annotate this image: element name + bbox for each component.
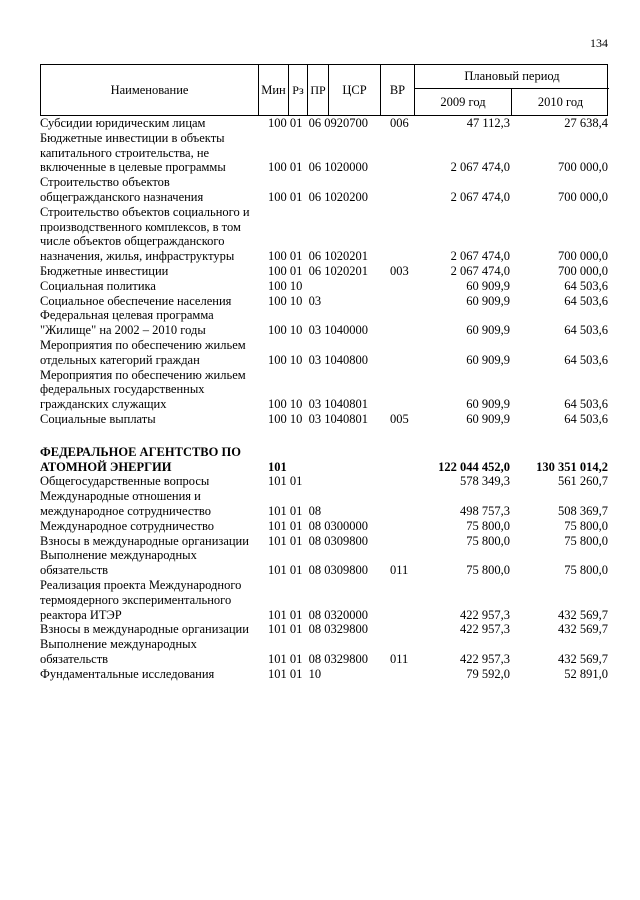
row-codes: 100 01 06 1020200 — [268, 189, 368, 204]
row-2010: 75 800,0 — [564, 563, 608, 578]
row-name: Социальное обеспечение населения — [40, 293, 232, 308]
row-2010: 700 000,0 — [558, 249, 608, 264]
row-codes: 101 01 08 0329800 — [268, 622, 368, 637]
row-codes: 101 01 — [268, 474, 303, 489]
table-row — [40, 474, 608, 489]
header-year-2010: 2010 год — [537, 95, 584, 109]
row-2009: 498 757,3 — [460, 503, 510, 518]
row-name: Бюджетные инвестиции в объекты капитального строительства, не включенные в целевые программы — [40, 130, 226, 175]
row-2010: 130 351 014,2 — [536, 459, 608, 474]
header-year-2009: 2009 год — [415, 89, 512, 116]
row-name: Социальная политика — [40, 278, 156, 293]
row-codes: 100 10 03 1040800 — [268, 352, 368, 367]
table-row — [40, 294, 608, 309]
row-name: ФЕДЕРАЛЬНОЕ АГЕНТСТВО ПО АТОМНОЙ ЭНЕРГИИ — [40, 444, 241, 474]
row-codes: 101 01 08 0329800 — [268, 651, 368, 666]
row-name: Федеральная целевая программа "Жилище" на 2002 – 2010 годы — [40, 308, 214, 338]
table-row — [40, 338, 608, 368]
row-codes: 100 10 03 1040801 — [268, 397, 368, 412]
row-vr: 011 — [390, 563, 409, 578]
row-2010: 27 638,4 — [564, 116, 608, 130]
table-row — [40, 489, 608, 519]
row-2010: 508 369,7 — [558, 503, 608, 518]
row-name: Выполнение международных обязательств — [40, 637, 197, 666]
row-name: Строительство объектов социального и производственного комплексов, в том числе объектов общегражданского назначения, жилья, инфраструктуры — [40, 204, 250, 264]
row-2009: 422 957,3 — [460, 651, 510, 666]
row-2010: 75 800,0 — [564, 518, 608, 533]
row-2010: 64 503,6 — [564, 323, 608, 338]
row-2010: 561 260,7 — [558, 474, 608, 489]
table-header — [40, 64, 608, 116]
row-2009: 75 800,0 — [466, 563, 510, 578]
row-codes: 100 01 06 0920700 — [268, 116, 368, 130]
row-2009: 79 592,0 — [466, 666, 510, 681]
row-name: Фундаментальные исследования — [40, 666, 215, 681]
row-name: Субсидии юридическим лицам — [40, 116, 206, 130]
row-name: Строительство объектов общегражданского назначения — [40, 175, 204, 204]
row-codes: 100 10 03 — [268, 293, 322, 308]
row-2010: 700 000,0 — [558, 189, 608, 204]
table-row — [40, 637, 608, 667]
row-codes: 100 10 03 1040000 — [268, 323, 368, 338]
row-2010: 700 000,0 — [558, 160, 608, 175]
row-2009: 47 112,3 — [466, 116, 510, 130]
row-vr: 003 — [390, 263, 409, 278]
table-row — [40, 264, 608, 279]
row-codes: 101 — [268, 459, 287, 474]
row-codes: 101 01 10 — [268, 666, 322, 681]
table-row — [40, 131, 608, 175]
row-2009: 2 067 474,0 — [450, 249, 510, 264]
row-2009: 75 800,0 — [466, 533, 510, 548]
row-codes: 101 01 08 0300000 — [268, 518, 368, 533]
row-name: Взносы в международные организации — [40, 533, 249, 548]
table-row — [40, 667, 608, 682]
header-plan-period: Плановый период — [415, 65, 609, 89]
table-row — [40, 175, 608, 205]
header-csr: ЦСР — [329, 65, 381, 115]
row-name: Выполнение международных обязательств — [40, 548, 197, 578]
table-row — [40, 534, 608, 549]
row-2009: 122 044 452,0 — [438, 459, 510, 474]
table-body — [40, 116, 608, 681]
table-row — [40, 412, 608, 427]
row-codes: 101 01 08 — [268, 503, 322, 518]
table-row — [40, 368, 608, 412]
header-vr: ВР — [381, 65, 415, 115]
row-name: Мероприятия по обеспечению жильем отдельных категорий граждан — [40, 337, 246, 367]
header-min: Мин — [259, 65, 289, 115]
row-codes: 101 01 08 0320000 — [268, 607, 368, 622]
table-row — [40, 548, 608, 578]
row-name: Общегосударственные вопросы — [40, 474, 210, 489]
table-row — [40, 445, 608, 475]
row-codes: 100 01 06 1020000 — [268, 160, 368, 175]
row-vr: 005 — [390, 411, 409, 426]
row-codes: 100 01 06 1020201 — [268, 249, 368, 264]
row-2010: 64 503,6 — [564, 352, 608, 367]
row-2010: 700 000,0 — [558, 263, 608, 278]
header-pr: ПР — [308, 65, 329, 115]
row-2009: 75 800,0 — [466, 518, 510, 533]
row-2010: 64 503,6 — [564, 411, 608, 426]
row-2010: 75 800,0 — [564, 533, 608, 548]
row-2009: 422 957,3 — [460, 607, 510, 622]
row-codes: 100 10 — [268, 278, 303, 293]
row-2009: 60 909,9 — [466, 397, 510, 412]
row-2010: 432 569,7 — [558, 651, 608, 666]
table-row — [40, 205, 608, 264]
row-2010: 64 503,6 — [564, 293, 608, 308]
row-name: Мероприятия по обеспечению жильем федеральных государственных гражданских служащих — [40, 367, 246, 412]
table-row — [40, 578, 608, 622]
row-2010: 432 569,7 — [558, 622, 608, 637]
row-2009: 422 957,3 — [460, 622, 510, 637]
row-2009: 60 909,9 — [466, 278, 510, 293]
section-spacer — [40, 427, 608, 445]
row-name: Взносы в международные организации — [40, 622, 249, 637]
row-codes: 100 01 06 1020201 — [268, 263, 368, 278]
row-2010: 432 569,7 — [558, 607, 608, 622]
table-row — [40, 116, 608, 131]
page-number: 134 — [590, 36, 608, 50]
table-row — [40, 279, 608, 294]
table-row — [40, 519, 608, 534]
row-2010: 52 891,0 — [564, 666, 608, 681]
row-vr: 006 — [390, 116, 409, 130]
row-2009: 60 909,9 — [466, 293, 510, 308]
row-2009: 60 909,9 — [466, 323, 510, 338]
row-name: Международные отношения и международное сотрудничество — [40, 489, 211, 518]
row-2009: 60 909,9 — [466, 352, 510, 367]
row-2009: 60 909,9 — [466, 411, 510, 426]
row-2009: 2 067 474,0 — [450, 189, 510, 204]
row-codes: 100 10 03 1040801 — [268, 411, 368, 426]
row-name: Международное сотрудничество — [40, 518, 215, 533]
row-2009: 578 349,3 — [460, 474, 510, 489]
row-2009: 2 067 474,0 — [450, 160, 510, 175]
table-row — [40, 622, 608, 637]
row-name: Бюджетные инвестиции — [40, 263, 169, 278]
row-codes: 101 01 08 0309800 — [268, 563, 368, 578]
row-2010: 64 503,6 — [564, 397, 608, 412]
row-vr: 011 — [390, 651, 409, 666]
row-name: Социальные выплаты — [40, 411, 156, 426]
row-2010: 64 503,6 — [564, 278, 608, 293]
row-codes: 101 01 08 0309800 — [268, 533, 368, 548]
row-name: Реализация проекта Международного термоядерного экспериментального реактора ИТЭР — [40, 577, 242, 622]
table-row — [40, 308, 608, 338]
row-2009: 2 067 474,0 — [450, 263, 510, 278]
header-name: Наименование — [41, 65, 259, 115]
header-rz: Рз — [289, 65, 308, 115]
